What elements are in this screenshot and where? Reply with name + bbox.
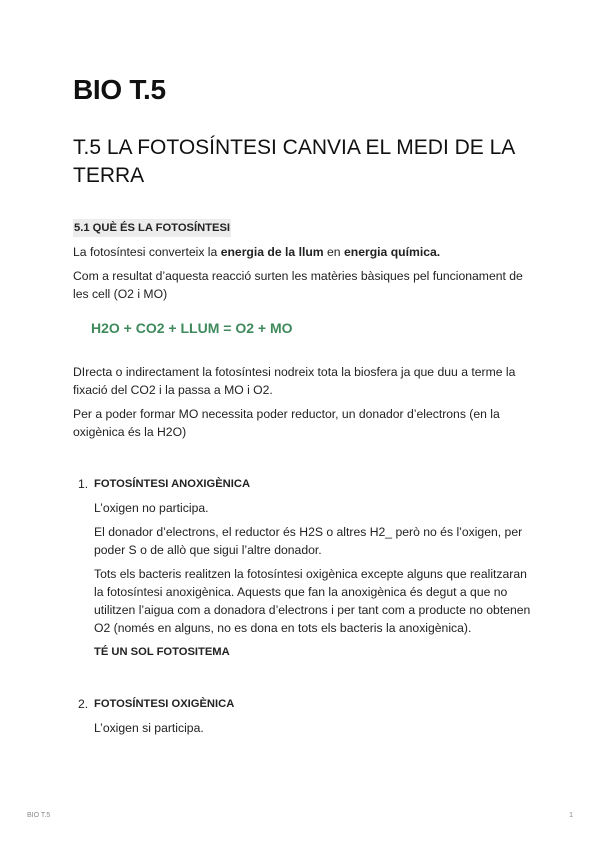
list-item-title: FOTOSÍNTESI ANOXIGÈNICA <box>94 478 251 490</box>
chapter-title: T.5 LA FOTOSÍNTESI CANVIA EL MEDI DE LA TERRA <box>73 136 515 187</box>
footer-doc-title: BIO T.5 <box>27 812 51 819</box>
list-item-text: El donador d’electrons, el reductor és H2S o altres H2_ però no és l’oxigen, per poder S o de allò que sigui l’altre donador. <box>94 525 523 557</box>
list-item-anoxygenic <box>73 475 533 661</box>
paragraph-result: Com a resultat d’aquesta reacció surten les matèries bàsiques pel funcionament de les cell (O2 i MO) <box>73 269 523 301</box>
document-body <box>73 218 533 737</box>
list-number: 2. <box>78 697 89 711</box>
list-item-text: L’oxigen no participa. <box>94 501 209 515</box>
list-item-text: L’oxigen si participa. <box>94 721 204 735</box>
list-item-title: FOTOSÍNTESI OXIGÈNICA <box>94 698 235 710</box>
footer-page-number: 1 <box>569 812 573 819</box>
paragraph-reducer: Per a poder formar MO necessita poder reductor, un donador d’electrons (en la oxigènica és la H2O) <box>73 407 500 439</box>
paragraph-definition: La fotosíntesi converteix la energia de la llum en energia química. <box>73 245 441 259</box>
photosynthesis-equation: H2O + CO2 + LLUM = O2 + MO <box>91 320 293 336</box>
list-item-emphasis: TÉ UN SOL FOTOSITEMA <box>94 646 230 658</box>
paragraph-biosphere: DIrecta o indirectament la fotosíntesi nodreix tota la biosfera ja que duu a terme la fixació del CO2 i la passa a MO i O2. <box>73 365 516 397</box>
page-title: BIO T.5 <box>73 74 166 105</box>
section-heading: 5.1 QUÈ ÉS LA FOTOSÍNTESI <box>73 219 231 237</box>
list-number: 1. <box>78 477 89 491</box>
list-item-oxygenic <box>73 695 533 737</box>
list-item-text: Tots els bacteris realitzen la fotosíntesi oxigènica excepte alguns que realitzaran la fotosíntesi anoxigènica. Aquests que fan la anoxigènica és degut a que no utilitzen l’aigua com a donadora d’electrons i per tant com a producte no obtenen O2 (només en alguns, no es dona en tots els bacteris la anoxigènica). <box>94 567 531 635</box>
